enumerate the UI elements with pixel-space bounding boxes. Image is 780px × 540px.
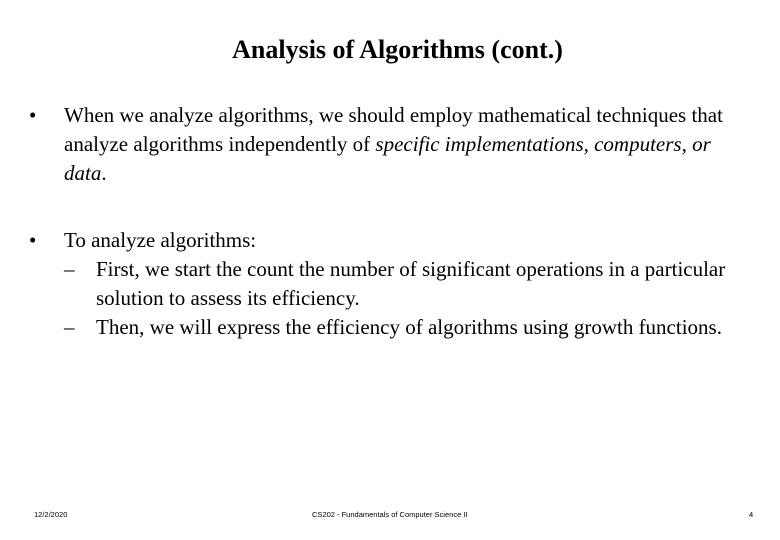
sub-bullet-text: First, we start the count the number of significant operations in a particular solution to assess its efficiency. xyxy=(96,257,726,310)
slide-title: Analysis of Algorithms (cont.) xyxy=(232,35,563,64)
bullet-item-2 xyxy=(29,226,749,342)
bullet-text xyxy=(64,101,749,188)
footer-date: 12/2/2020 xyxy=(34,510,68,519)
bullet-marker: • xyxy=(29,103,37,127)
footer-page-number: 4 xyxy=(749,510,754,519)
bullet-item-1 xyxy=(29,101,749,188)
sub-bullet-item-2 xyxy=(64,313,749,342)
bullet-text-italic: specific implementations, computers, or data xyxy=(64,132,711,185)
sub-bullet-item-1 xyxy=(64,255,749,313)
bullet-marker: • xyxy=(29,228,37,252)
sub-bullet-text: Then, we will express the efficiency of algorithms using growth functions. xyxy=(96,315,722,339)
dash-marker: – xyxy=(64,315,75,339)
bullet-text-plain: When we analyze algorithms, we should employ mathematical techniques that analyze algorithms independently of xyxy=(64,103,723,156)
footer-course: CS202 - Fundamentals of Computer Science II xyxy=(312,510,468,519)
bullet-text-end: . xyxy=(101,161,107,185)
bullet-text: To analyze algorithms: xyxy=(64,228,257,252)
dash-marker: – xyxy=(64,257,75,281)
